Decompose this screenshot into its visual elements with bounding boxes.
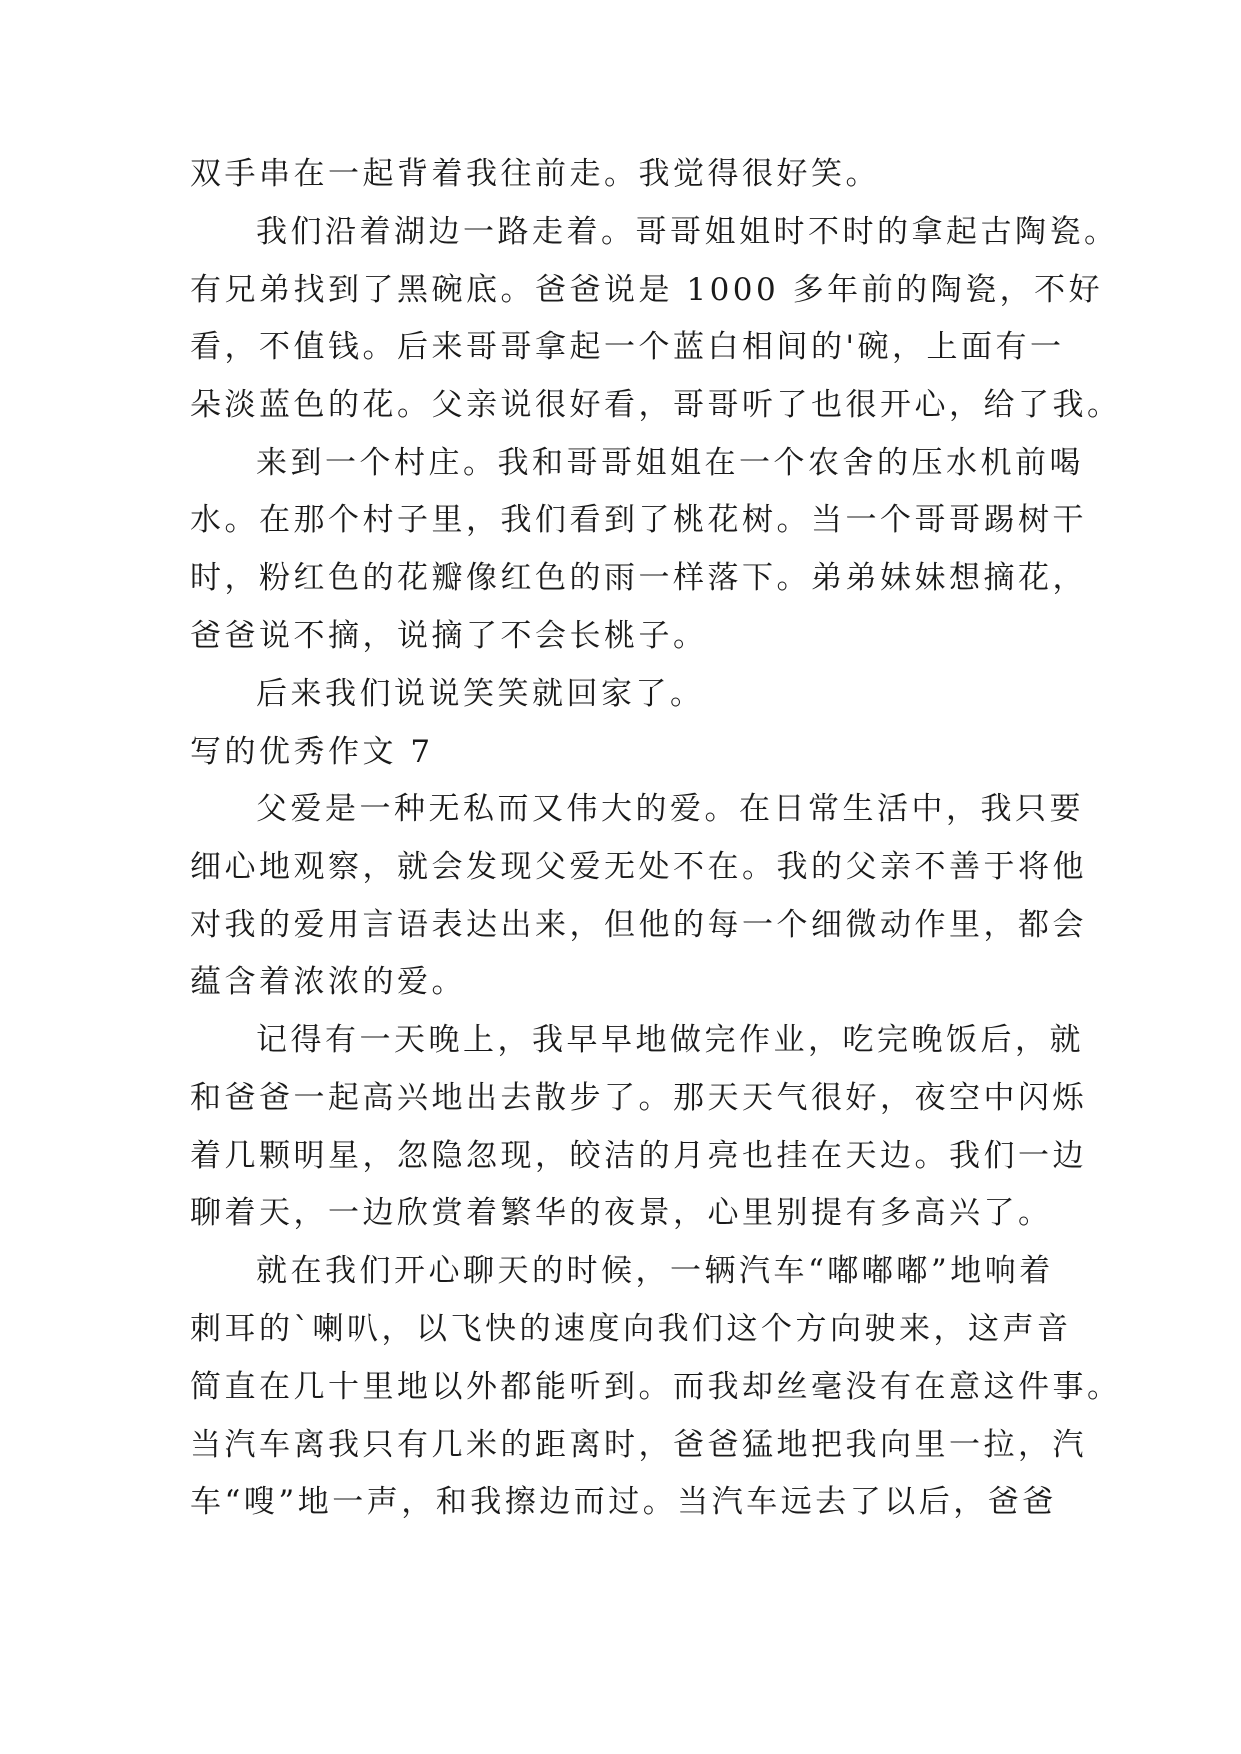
text-line: 细心地观察，就会发现父爱无处不在。我的父亲不善于将他: [190, 849, 1087, 885]
paragraph-first-line: 后来我们说说笑笑就回家了。: [256, 676, 705, 712]
paragraph-first-line: 父爱是一种无私而又伟大的爱。在日常生活中，我只要: [256, 791, 1084, 827]
text-line: 车“嗖”地一声，和我擦边而过。当汽车远去了以后，爸爸: [190, 1484, 1057, 1520]
text-line: 刺耳的`喇叭，以飞快的速度向我们这个方向驶来，这声音: [190, 1311, 1072, 1347]
text-line: 水。在那个村子里，我们看到了桃花树。当一个哥哥踢树干: [190, 502, 1087, 538]
text-line: 简直在几十里地以外都能听到。而我却丝毫没有在意这件事。: [190, 1369, 1122, 1405]
text-line: 双手串在一起背着我往前走。我觉得很好笑。: [190, 156, 880, 192]
text-line: 蕴含着浓浓的爱。: [190, 964, 466, 1000]
paragraph-first-line: 来到一个村庄。我和哥哥姐姐在一个农舍的压水机前喝: [256, 445, 1084, 481]
paragraph-first-line: 我们沿着湖边一路走着。哥哥姐姐时不时的拿起古陶瓷。: [256, 214, 1119, 250]
paragraph-first-line: 记得有一天晚上，我早早地做完作业，吃完晚饭后，就: [256, 1022, 1084, 1058]
text-line: 看，不值钱。后来哥哥拿起一个蓝白相间的'碗，上面有一: [190, 329, 1065, 365]
text-line: 爸爸说不摘，说摘了不会长桃子。: [190, 618, 708, 654]
text-line: 时，粉红色的花瓣像红色的雨一样落下。弟弟妹妹想摘花，: [190, 560, 1087, 596]
paragraph-first-line: 就在我们开心聊天的时候，一辆汽车“嘟嘟嘟”地响着: [256, 1253, 1054, 1289]
text-line: 有兄弟找到了黑碗底。爸爸说是 1000 多年前的陶瓷，不好: [190, 272, 1104, 308]
text-line: 聊着天，一边欣赏着繁华的夜景，心里别提有多高兴了。: [190, 1195, 1053, 1231]
text-line: 和爸爸一起高兴地出去散步了。那天天气很好，夜空中闪烁: [190, 1080, 1087, 1116]
text-line: 朵淡蓝色的花。父亲说很好看，哥哥听了也很开心，给了我。: [190, 387, 1122, 423]
text-line: 着几颗明星，忽隐忽现，皎洁的月亮也挂在天边。我们一边: [190, 1138, 1087, 1174]
text-line: 当汽车离我只有几米的距离时，爸爸猛地把我向里一拉，汽: [190, 1427, 1087, 1463]
section-heading: 写的优秀作文 7: [190, 734, 434, 770]
text-line: 对我的爱用言语表达出来，但他的每一个细微动作里，都会: [190, 907, 1087, 943]
